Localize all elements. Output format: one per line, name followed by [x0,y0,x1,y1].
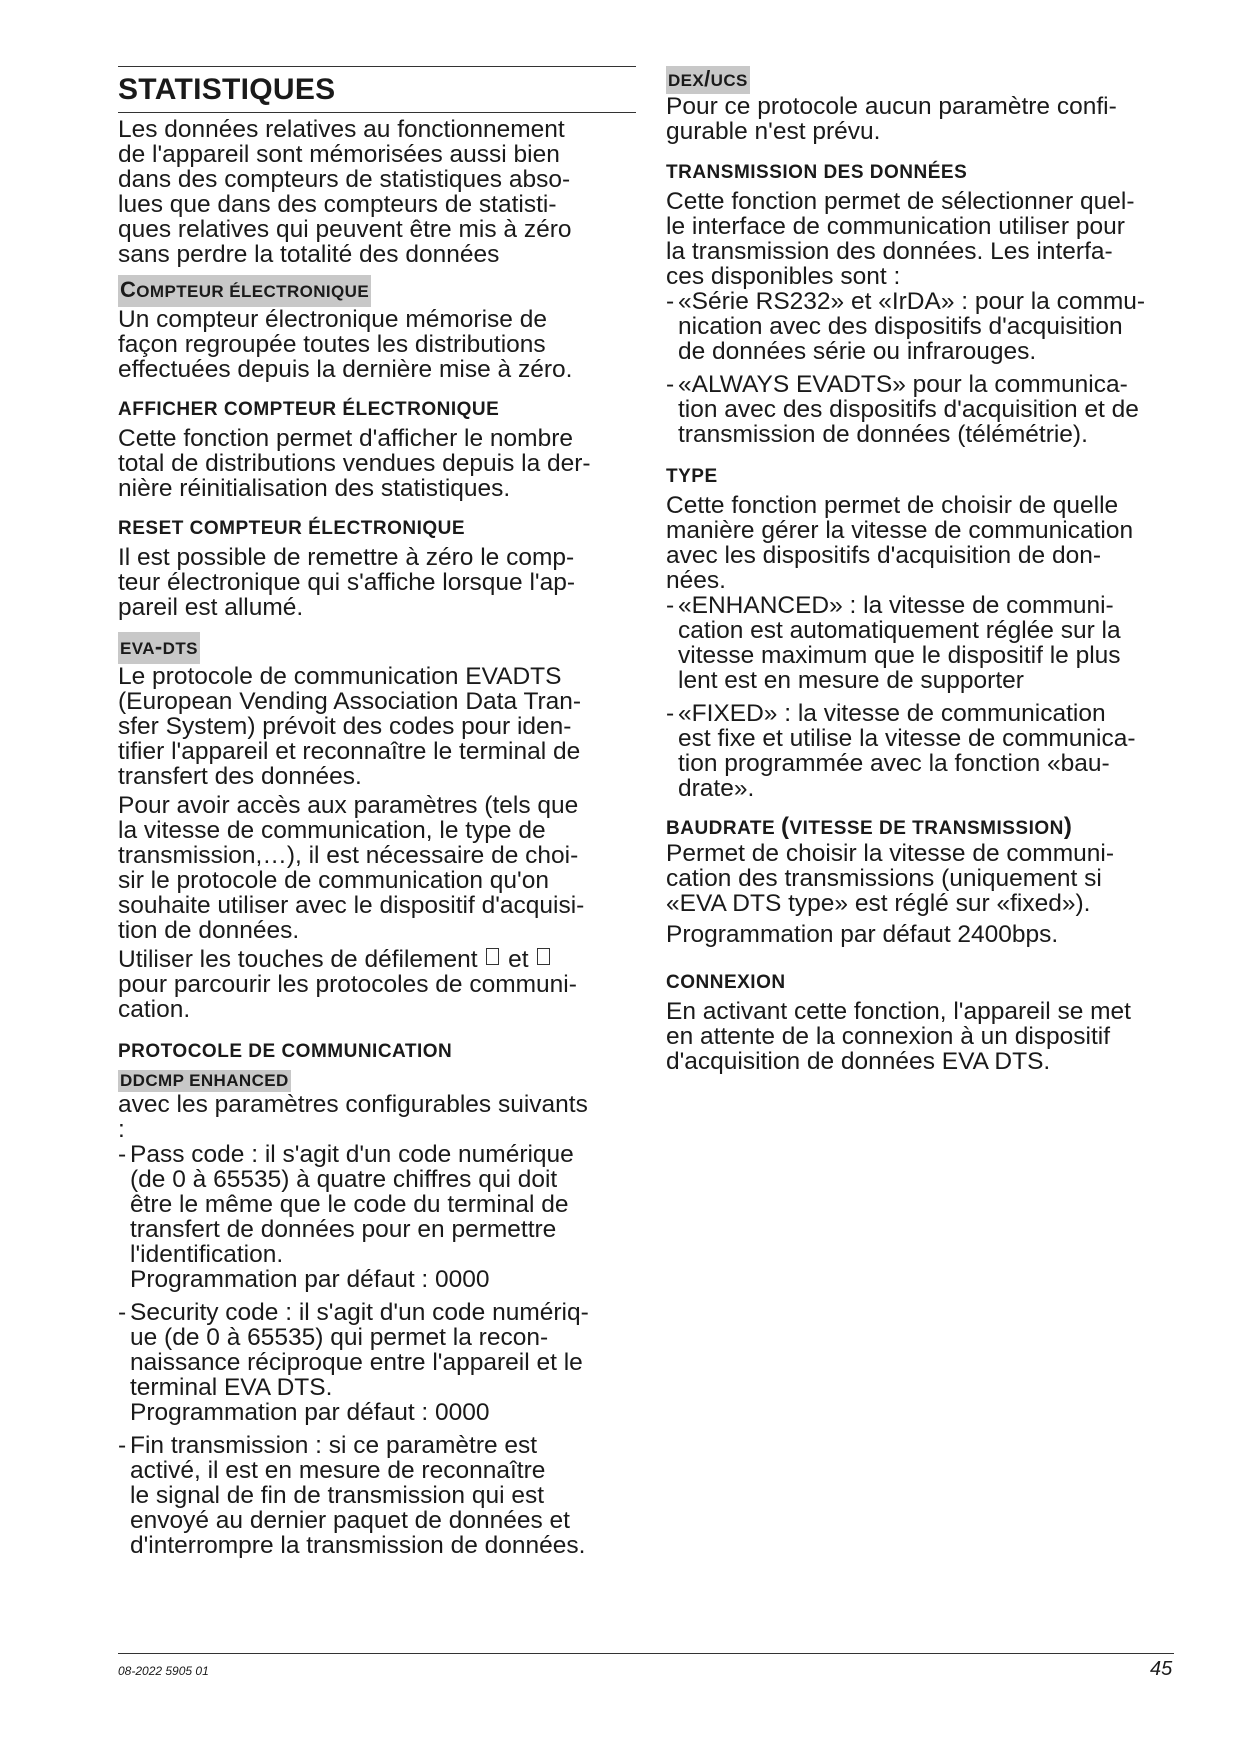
param-item: - Fin transmission : si ce paramètre est activé, il est en mesure de reconnaître le signal de fin de transmission qui est envoyé au dernier paquet de données et d'interrompre la transmission de données. [118,1433,636,1558]
intro-paragraph: Les données relatives au fonctionnement de l'appareil sont mémorisées aussi bien dans des compteurs de statistiques abso- lues que dans des compteurs de statisti- ques relatives qui peuvent être mis à zéro sans perdre la totalité des données [118,116,572,268]
ddcmp-heading: DDCMP ENHANCED [120,1071,289,1090]
baudrate-default: Programmation par défaut 2400bps. [666,921,1059,948]
baudrate-heading: BAUDRATE (VITESSE DE TRANSMISSION) [666,813,1073,840]
baudrate-paragraph: Permet de choisir la vitesse de communi- cation des transmissions (uniquement si «EVA DTS type» est réglé sur «fixed»). [666,840,1114,917]
type-heading: TYPE [666,466,718,487]
transmission-heading: TRANSMISSION DES DONNÉES [666,162,968,183]
section-title: STATISTIQUES [118,66,636,113]
evadts-heading: EVA-DTS [118,632,200,664]
dexucs-heading: DEX/UCS [666,66,750,94]
type-paragraph: Cette fonction permet de choisir de quelle manière gérer la vitesse de communication avec les dispositifs d'acquisition de don- nées. [666,492,1134,594]
evadts-heading-wrap [118,632,636,664]
compteur-heading: COMPTEUR ÉLECTRONIQUE [118,275,371,307]
type-list [666,593,1191,801]
transmission-paragraph: Cette fonction permet de sélectionner quel- le interface de communication utiliser pour la transmission des données. Les interfa- ces disponibles sont : [666,188,1135,290]
compteur-heading-wrap [118,275,636,307]
connexion-paragraph: En activant cette fonction, l'appareil se met en attente de la connexion à un dispositif d'acquisition de données EVA DTS. [666,998,1131,1075]
param-item: - Pass code : il s'agit d'un code numérique (de 0 à 65535) à quatre chiffres qui doit être le même que le code du terminal de transfert de données pour en permettre l'identification. Programmation par défaut : 0000 [118,1142,636,1292]
transmission-item: - «ALWAYS EVADTS» pour la communica- tion avec des dispositifs d'acquisition et de transmission de données (télémétrie). [666,372,1191,447]
param-item: - Security code : il s'agit d'un code numériq- ue (de 0 à 65535) qui permet la recon- naissance réciproque entre l'appareil et le terminal EVA DTS. Programmation par défaut : 0000 [118,1300,636,1425]
document-code: 08-2022 5905 01 [118,1664,209,1678]
afficher-paragraph: Cette fonction permet d'afficher le nombre total de distributions vendues depuis la der- nière réinitialisation des statistiques. [118,425,591,502]
afficher-heading: AFFICHER COMPTEUR ÉLECTRONIQUE [118,399,500,420]
type-item: - «FIXED» : la vitesse de communication est fixe et utilise la vitesse de communica- tion programmée avec la fonction «bau- drate». [666,701,1191,801]
evadts-paragraph-1: Le protocole de communication EVADTS (European Vending Association Data Tran- sfer System) prévoit des codes pour iden- tifier l'appareil et reconnaître le terminal de transfert des données. [118,663,582,790]
arrow-down-key-icon [537,948,550,965]
footer-divider [118,1653,1174,1654]
protocole-heading: PROTOCOLE DE COMMUNICATION [118,1041,453,1062]
ddcmp-paragraph: avec les paramètres configurables suivants : [118,1091,588,1143]
right-column [666,66,1191,1074]
left-column [118,66,636,1558]
connexion-heading: CONNEXION [666,972,786,993]
type-item: - «ENHANCED» : la vitesse de communi- cation est automatiquement réglée sur la vitesse maximum que le dispositif le plus lent est en mesure de supporter [666,593,1191,693]
ddcmp-heading-wrap [118,1070,636,1092]
dexucs-paragraph: Pour ce protocole aucun paramètre confi- gurable n'est prévu. [666,93,1117,145]
evadts-paragraph-2: Pour avoir accès aux paramètres (tels que la vitesse de communication, le type de transmission,…), il est nécessaire de choi- sir le protocole de communication qu'on souhaite utiliser avec le dispositif d'acquisi- tion de données. [118,792,585,944]
arrow-up-key-icon [486,948,499,965]
transmission-list [666,289,1191,447]
reset-paragraph: Il est possible de remettre à zéro le comp- teur électronique qui s'affiche lorsque l'ap- pareil est allumé. [118,544,575,621]
params-list [118,1142,636,1558]
dexucs-heading-wrap [666,66,1191,94]
evadts-paragraph-3: Utiliser les touches de défilement et pour parcourir les protocoles de communi- cation. [118,946,577,1023]
transmission-item: - «Série RS232» et «IrDA» : pour la commu- nication avec des dispositifs d'acquisition de données série ou infrarouges. [666,289,1191,364]
reset-heading: RESET COMPTEUR ÉLECTRONIQUE [118,518,466,539]
compteur-paragraph: Un compteur électronique mémorise de façon regroupée toutes les distributions effectuées depuis la dernière mise à zéro. [118,306,573,383]
page-number: 45 [1150,1658,1173,1680]
